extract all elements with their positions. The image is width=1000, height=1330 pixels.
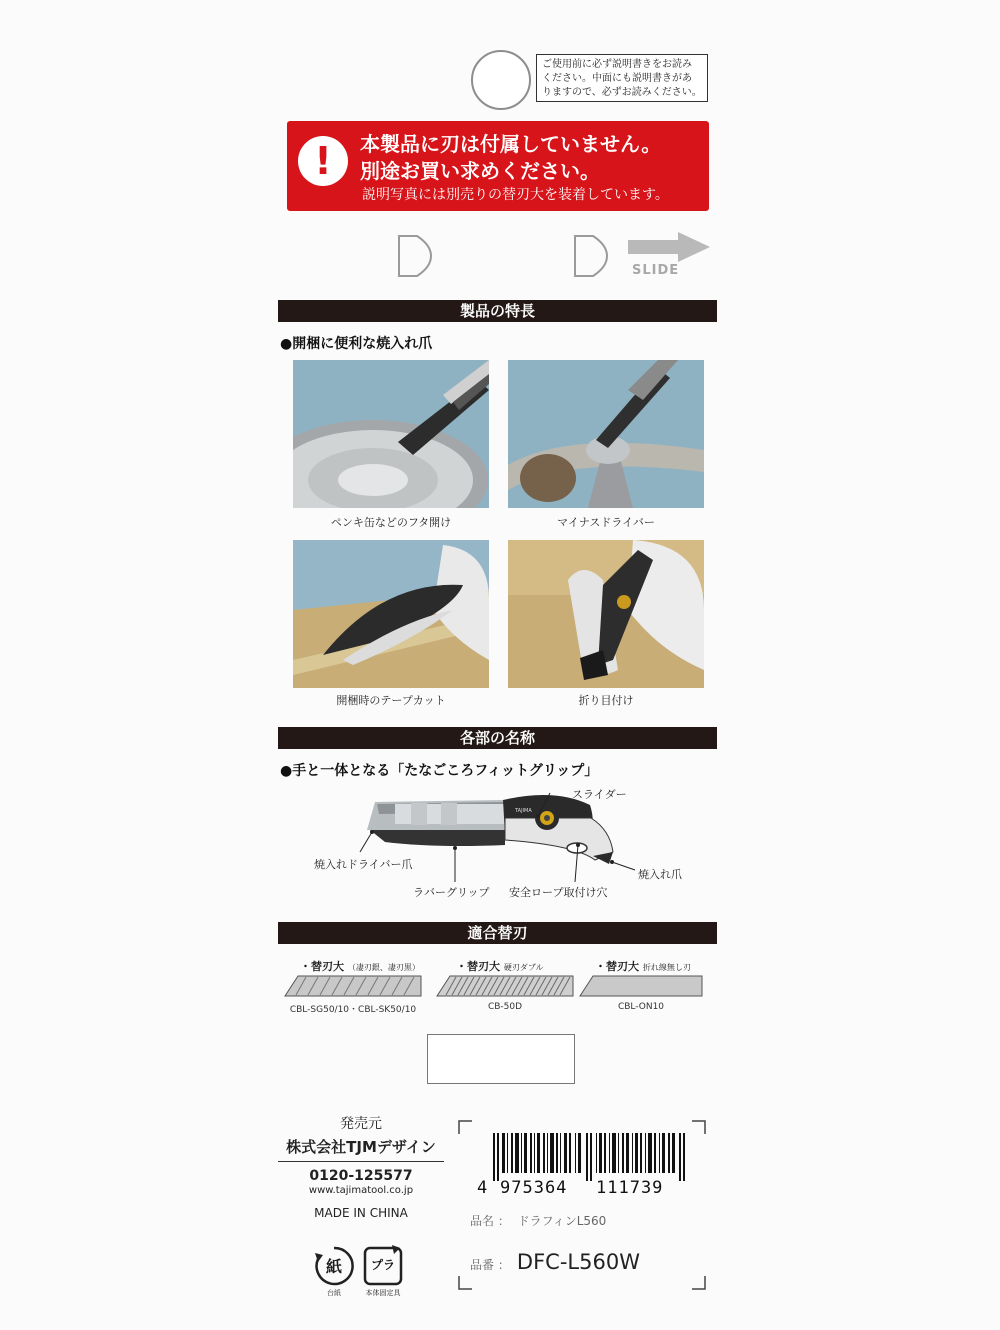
crease-photo: [508, 540, 704, 688]
warning-line-3: 説明写真には別売りの替刃大を装着しています。: [362, 187, 669, 203]
die-cut-tab-left-icon: [395, 233, 435, 279]
product-name-value: ドラフィンL560: [517, 1214, 607, 1228]
rubber-grip-label: ラバーグリップ: [413, 886, 490, 899]
paper-mark: 紙: [325, 1257, 342, 1276]
read-manual-notice: [536, 54, 708, 102]
product-number-row: [470, 1250, 640, 1274]
warning-line-2: 別途お買い求めください。: [360, 159, 600, 183]
lanyard-hole-label: 安全ロープ取付け穴: [509, 886, 608, 899]
features-header: 製品の特長: [278, 300, 717, 322]
tape-cut-photo: [293, 540, 489, 688]
blade-title: ・替刃大 （凄刃銀、凄刃黒）: [300, 960, 420, 973]
driver-claw-label: 焼入れドライバー爪: [314, 858, 413, 871]
barcode-group-2: 111739: [596, 1178, 664, 1198]
blade-code: CBL-SG50/10・CBL-SK50/10: [289, 1005, 417, 1015]
product-number-label: 品番 ：: [470, 1258, 510, 1272]
blade-sg-icon: [284, 975, 422, 997]
slide-label: SLIDE: [632, 263, 680, 278]
barcode: [493, 1133, 687, 1181]
screwdriver-photo: [508, 360, 704, 508]
product-name-row: [470, 1212, 606, 1229]
parts-header: 各部の名称: [278, 727, 717, 749]
notice-line: ください。中面にも説明書きがあ: [542, 73, 692, 84]
company-name: 株式会社TJMデザイン: [286, 1138, 436, 1156]
company-block: [278, 1113, 444, 1220]
plastic-caption: 本体固定具: [365, 1289, 401, 1297]
company-phone: 0120-125577: [278, 1161, 444, 1184]
blank-label-box: [427, 1034, 575, 1084]
plastic-mark: プラ: [370, 1258, 395, 1272]
photo-caption: マイナスドライバー: [557, 516, 655, 529]
exclamation-icon: !: [298, 136, 348, 186]
blades-header: 適合替刃: [278, 922, 717, 944]
blade-cb50d-icon: [436, 975, 574, 997]
photo-caption: 開梱時のテープカット: [336, 694, 446, 707]
barcode-group-1: 975364: [500, 1178, 568, 1198]
blade-title: ・替刃大 硬刃ダブル: [456, 960, 544, 973]
blade-code: CB-50D: [487, 1002, 523, 1012]
knife-brand: TAJIMA: [515, 808, 532, 814]
blade-title: ・替刃大 折れ線無し刃: [595, 960, 691, 973]
die-cut-tab-right-icon: [571, 233, 611, 279]
hang-hole: [471, 50, 531, 110]
product-number-value: DFC-L560W: [516, 1250, 640, 1274]
origin-label: MADE IN CHINA: [314, 1206, 408, 1220]
seller-label: 発売元: [340, 1116, 382, 1132]
barcode-lead-digit: 4: [477, 1178, 489, 1198]
paint-can-lid-photo: [293, 360, 489, 508]
paper-caption: 台紙: [327, 1289, 341, 1297]
company-url: www.tajimatool.co.jp: [308, 1185, 414, 1196]
slide-arrow-icon: [628, 232, 712, 262]
notice-line: りますので、必ずお読みください。: [542, 87, 702, 98]
photo-caption: 折り目付け: [578, 694, 634, 707]
blade-on10-icon: [579, 975, 703, 997]
leader-lines: [300, 780, 700, 900]
notice-line: ご使用前に必ず説明書きをお読み: [542, 59, 692, 70]
features-subhead: ●開梱に便利な焼入れ爪: [280, 336, 433, 352]
warning-line-1: 本製品に刃は付属していません。: [360, 132, 662, 156]
blade-code: CBL-ON10: [617, 1002, 665, 1012]
slider-label: スライダー: [572, 788, 627, 801]
parts-subhead: ●手と一体となる「たなごころフィットグリップ」: [280, 763, 599, 779]
photo-caption: ペンキ缶などのフタ開け: [330, 516, 452, 529]
product-name-label: 品名 ：: [470, 1214, 510, 1228]
claw-label: 焼入れ爪: [638, 868, 682, 881]
